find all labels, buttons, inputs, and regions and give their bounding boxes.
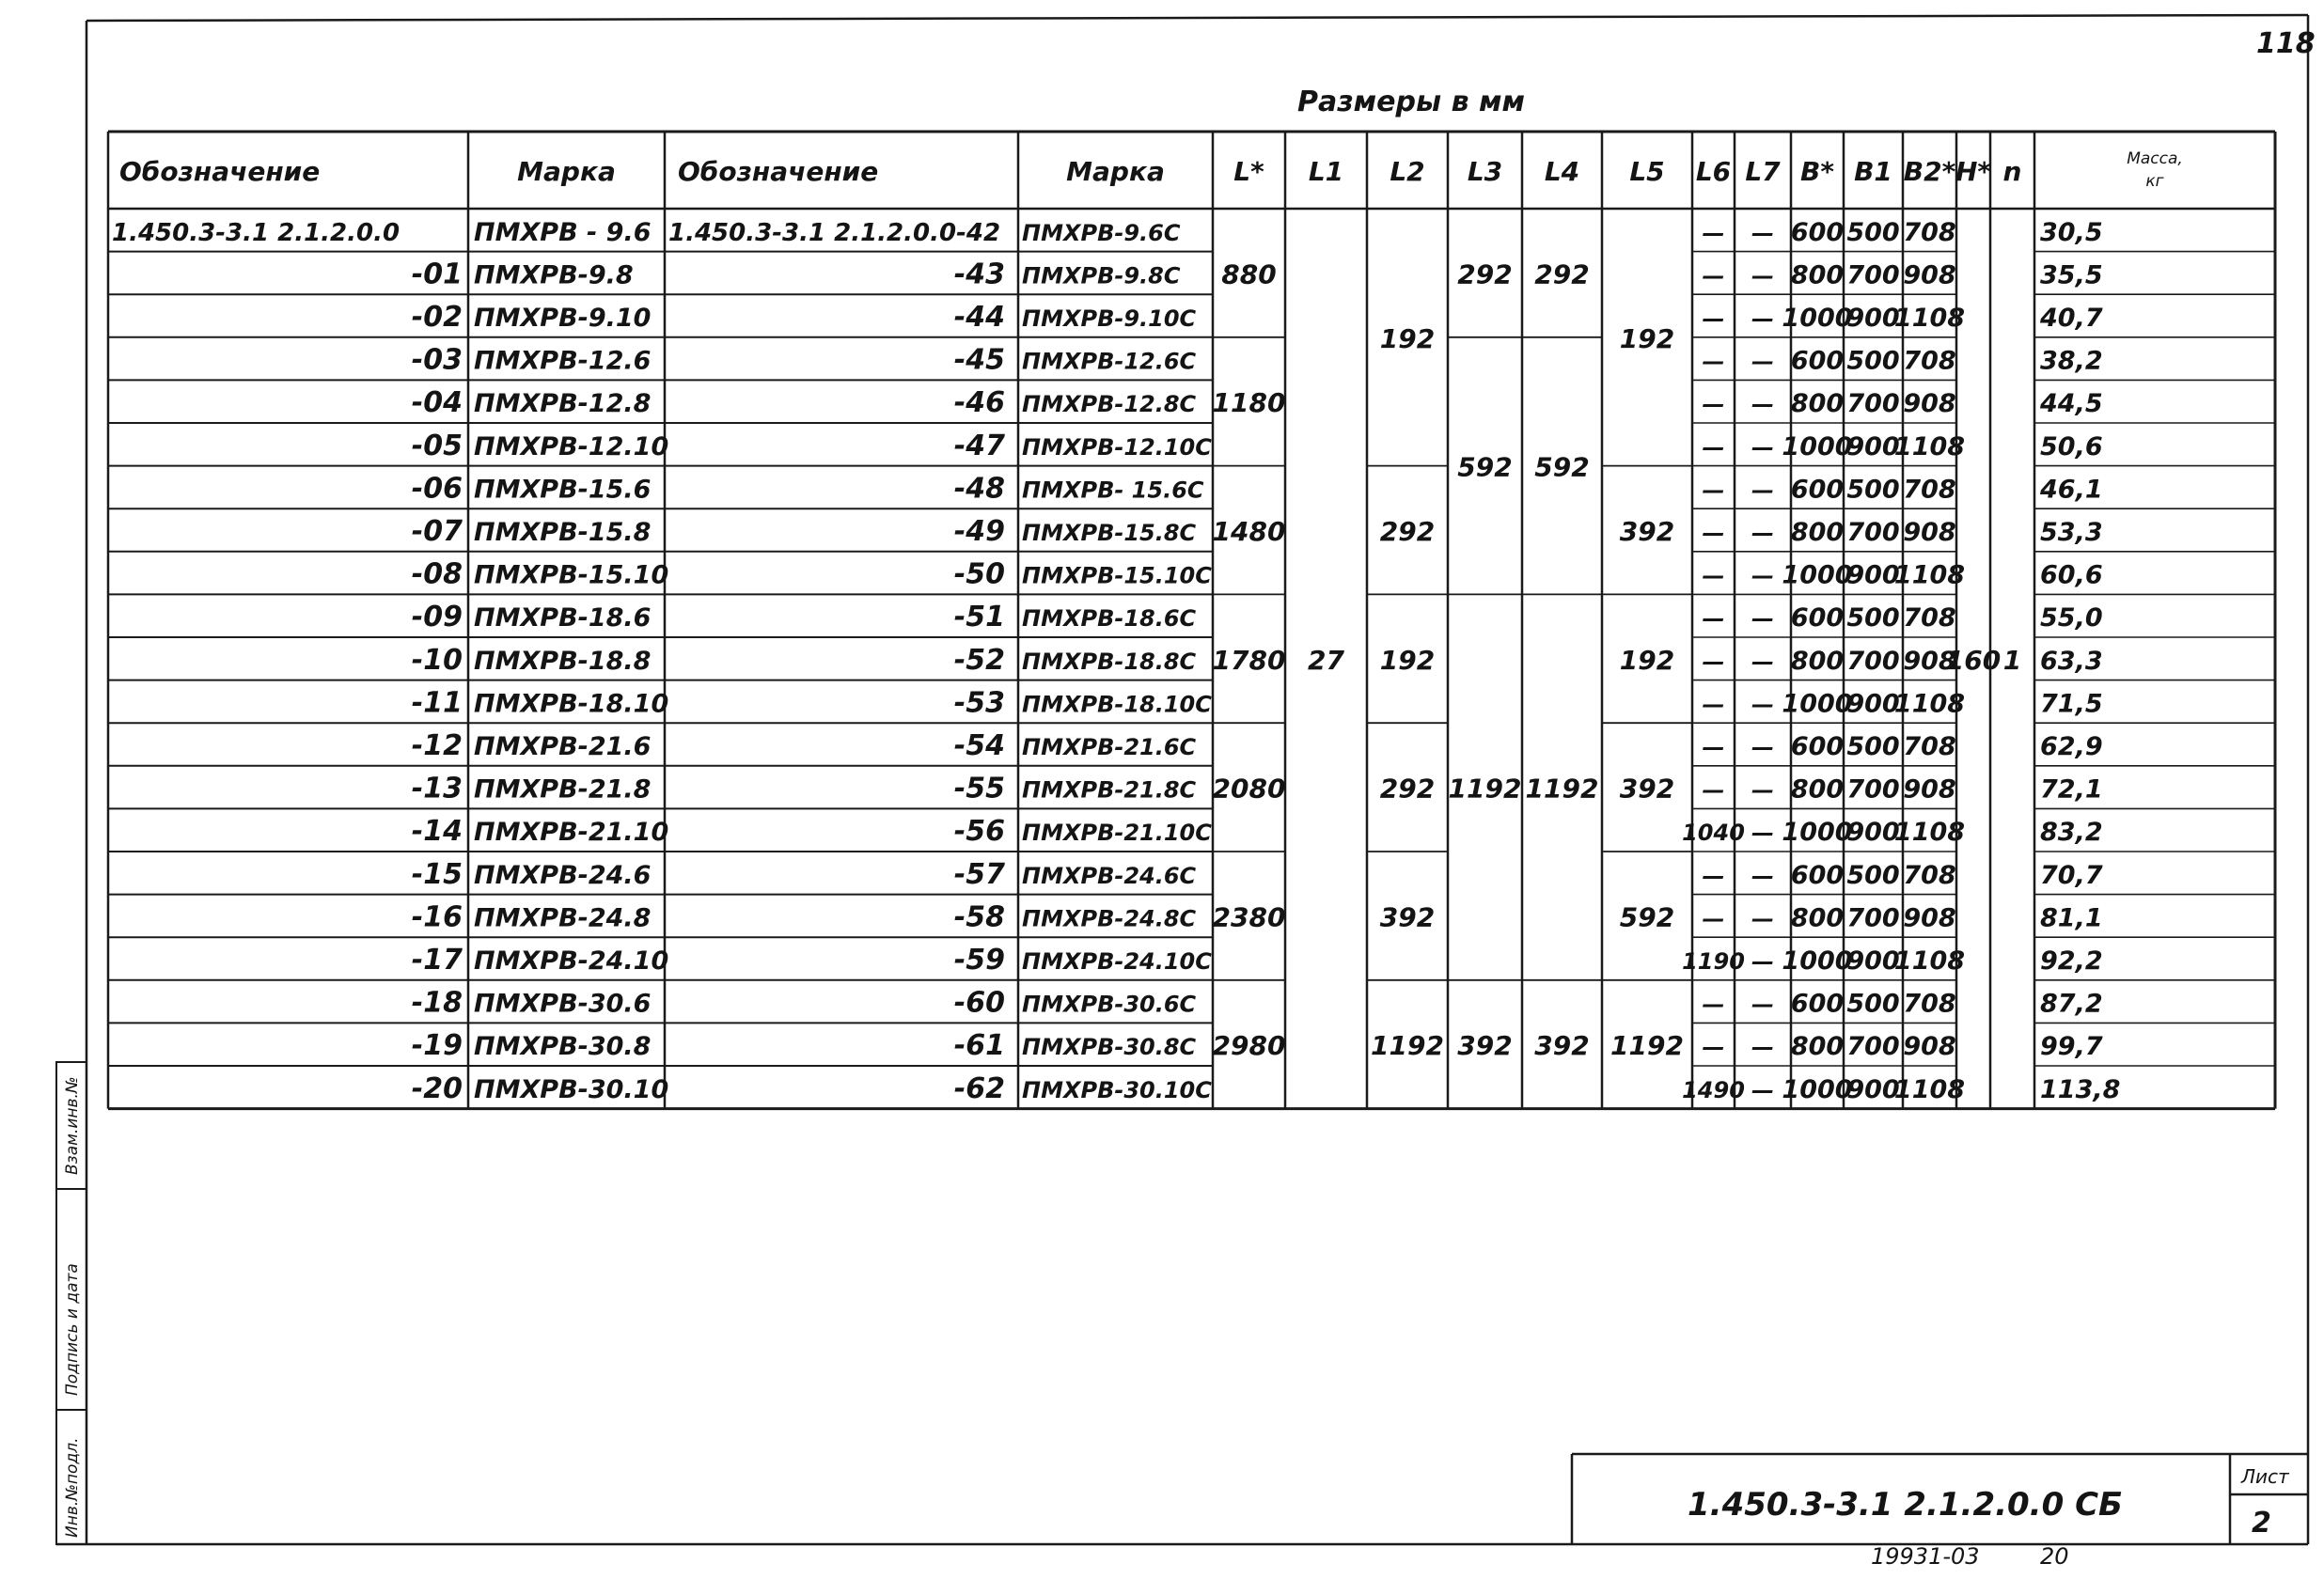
document-code: 1.450.3-3.1 2.1.2.0.0 СБ: [1688, 1486, 2123, 1524]
dimensions-table: [108, 132, 2275, 1109]
cell-b1: 700: [1846, 903, 1900, 933]
header-l7: L7: [1745, 156, 1781, 187]
cell-l7: —: [1751, 862, 1774, 889]
cell-l6: —: [1702, 691, 1725, 718]
cell-designation: -19: [411, 1029, 463, 1063]
cell-mark-2: ПМХРВ-18.6С: [1022, 605, 1197, 633]
cell-designation: -09: [411, 601, 463, 634]
cell-designation-2: -57: [953, 857, 1005, 891]
page-number: 118: [2256, 27, 2316, 60]
cell-b: 800: [1790, 389, 1845, 419]
cell-l2-merged: 192: [1379, 322, 1436, 354]
cell-b2: 1108: [1893, 431, 1966, 461]
cell-mark-2: ПМХРВ-24.8С: [1022, 905, 1197, 932]
cell-designation-2: -49: [953, 515, 1005, 548]
cell-l-merged: 2380: [1212, 901, 1286, 933]
sizes-caption: Размеры в мм: [1297, 86, 1526, 118]
cell-mark: ПМХРВ-9.10: [474, 304, 652, 333]
cell-l6: —: [1702, 605, 1725, 633]
cell-mass: 46,1: [2040, 475, 2103, 505]
cell-mark-2: ПМХРВ- 15.6С: [1022, 477, 1204, 504]
cell-l6: —: [1702, 262, 1725, 289]
cell-designation-2: -50: [953, 557, 1005, 591]
cell-l7: —: [1751, 1034, 1774, 1061]
header-mark-2: Марка: [1066, 156, 1165, 187]
cell-mark: ПМХРВ-30.10: [474, 1074, 669, 1104]
cell-l7: —: [1751, 1076, 1774, 1103]
cell-designation-2: -45: [953, 343, 1005, 377]
cell-b: 800: [1790, 903, 1845, 933]
cell-l2-merged: 292: [1379, 773, 1436, 805]
cell-mark: ПМХРВ-21.10: [474, 818, 669, 848]
header-designation-2: Обозначение: [678, 156, 879, 187]
cell-l7: —: [1751, 691, 1774, 718]
cell-l5-merged: 392: [1619, 773, 1675, 805]
cell-mass: 83,2: [2040, 818, 2103, 848]
cell-mark: ПМХРВ-18.10: [474, 689, 669, 719]
cell-mass: 38,2: [2040, 346, 2103, 376]
cell-designation: -12: [411, 729, 463, 762]
cell-b2: 708: [1903, 989, 1956, 1019]
cell-b: 800: [1790, 774, 1845, 805]
cell-b1: 700: [1846, 518, 1900, 547]
sheet-label: Лист: [2241, 1465, 2289, 1488]
cell-b1: 500: [1846, 217, 1900, 247]
cell-designation-2: -59: [953, 944, 1005, 977]
cell-b1: 900: [1846, 431, 1900, 461]
cell-mark: ПМХРВ - 9.6: [474, 217, 652, 247]
cell-b1: 700: [1846, 646, 1900, 676]
cell-l5-merged: 192: [1619, 322, 1675, 354]
cell-mark: ПМХРВ-15.6: [474, 475, 652, 505]
cell-b2: 708: [1903, 603, 1956, 633]
cell-b2: 908: [1903, 1032, 1956, 1062]
cell-l6: —: [1702, 433, 1725, 461]
cell-l7: —: [1751, 520, 1774, 546]
cell-b1: 500: [1846, 989, 1900, 1019]
cell-b1: 700: [1846, 389, 1900, 419]
cell-l7: —: [1751, 433, 1774, 461]
header-b1: B1: [1854, 156, 1892, 187]
cell-l7: —: [1751, 734, 1774, 760]
cell-mass: 113,8: [2040, 1074, 2121, 1104]
cell-l6: —: [1702, 905, 1725, 932]
cell-designation-2: -47: [953, 429, 1005, 462]
cell-designation-2: -43: [953, 258, 1005, 291]
cell-mass: 99,7: [2040, 1032, 2103, 1062]
header-mass-unit: кг: [2145, 172, 2164, 191]
cell-l7: —: [1751, 305, 1774, 332]
cell-l7: —: [1751, 820, 1774, 847]
cell-b2: 708: [1903, 217, 1956, 247]
cell-l5-merged: 592: [1619, 901, 1675, 933]
cell-b2: 1108: [1893, 818, 1966, 848]
cell-b2: 1108: [1893, 689, 1966, 719]
cell-mark-2: ПМХРВ-9.8С: [1022, 262, 1181, 289]
cell-l4-merged: 392: [1534, 1030, 1590, 1062]
cell-mass: 70,7: [2040, 860, 2103, 890]
cell-mark-2: ПМХРВ-9.10С: [1022, 305, 1197, 332]
cell-l5-merged: 1192: [1610, 1030, 1684, 1062]
cell-designation-2: -61: [953, 1029, 1005, 1063]
cell-l6: —: [1702, 305, 1725, 332]
cell-designation: -07: [411, 515, 463, 548]
cell-designation: -13: [411, 772, 463, 805]
cell-mark: ПМХРВ-12.8: [474, 389, 652, 419]
cell-mass: 72,1: [2040, 774, 2103, 805]
cell-l6: —: [1702, 520, 1725, 546]
cell-l6: —: [1702, 991, 1725, 1018]
cell-b2: 908: [1903, 774, 1956, 805]
cell-designation: -03: [411, 343, 463, 377]
cell-mark-2: ПМХРВ-12.6С: [1022, 348, 1197, 375]
cell-designation-2: -58: [953, 900, 1005, 934]
cell-designation: 1.450.3-3.1 2.1.2.0.0: [112, 218, 400, 247]
cell-designation: -18: [411, 986, 463, 1020]
cell-designation: -06: [411, 472, 463, 506]
cell-mark: ПМХРВ-18.8: [474, 646, 652, 676]
cell-mass: 92,2: [2040, 946, 2103, 976]
cell-l6: —: [1702, 734, 1725, 760]
cell-mark-2: ПМХРВ-9.6С: [1022, 219, 1181, 246]
cell-l7: —: [1751, 477, 1774, 504]
header-l5: L5: [1629, 156, 1665, 187]
cell-b1: 900: [1846, 818, 1900, 848]
cell-mass: 30,5: [2040, 217, 2103, 247]
cell-b1: 900: [1846, 946, 1900, 976]
cell-mark: ПМХРВ-9.8: [474, 260, 634, 290]
cell-mass: 40,7: [2040, 304, 2103, 333]
archive-number: 19931-03: [1871, 1543, 1980, 1570]
cell-designation: -01: [411, 258, 463, 291]
cell-designation-2: -53: [953, 686, 1005, 720]
header-l3: L3: [1467, 156, 1503, 187]
cell-mark-2: ПМХРВ-30.8С: [1022, 1034, 1197, 1061]
cell-h-merged: 160: [1945, 644, 2002, 676]
cell-l5-merged: 192: [1619, 644, 1675, 676]
cell-b1: 900: [1846, 1074, 1900, 1104]
cell-l6: —: [1702, 776, 1725, 804]
cell-b: 600: [1790, 860, 1845, 890]
cell-l7: —: [1751, 905, 1774, 932]
cell-l4-merged: 1192: [1525, 773, 1599, 805]
cell-l3-merged: 292: [1457, 258, 1513, 290]
cell-b: 800: [1790, 518, 1845, 547]
cell-b: 1000: [1782, 818, 1853, 848]
cell-designation: -02: [411, 301, 463, 334]
cell-l6: —: [1702, 1034, 1725, 1061]
cell-designation: -10: [411, 643, 463, 677]
cell-b: 600: [1790, 732, 1845, 761]
cell-b2: 708: [1903, 860, 1956, 890]
cell-mark: ПМХРВ-12.10: [474, 431, 669, 461]
cell-mark-2: ПМХРВ-21.8С: [1022, 776, 1197, 804]
cell-l7: —: [1751, 948, 1774, 975]
cell-b2: 1108: [1893, 304, 1966, 333]
cell-mark-2: ПМХРВ-12.10С: [1022, 433, 1212, 461]
cell-b1: 900: [1846, 560, 1900, 590]
cell-b: 600: [1790, 475, 1845, 505]
cell-mark-2: ПМХРВ-15.10С: [1022, 562, 1212, 589]
cell-mark: ПМХРВ-21.8: [474, 774, 652, 805]
cell-mark-2: ПМХРВ-18.8С: [1022, 648, 1197, 675]
cell-l4-merged: 592: [1534, 451, 1590, 483]
cell-mass: 87,2: [2040, 989, 2103, 1019]
cell-l7: —: [1751, 776, 1774, 804]
cell-b1: 500: [1846, 860, 1900, 890]
cell-l-merged: 880: [1221, 258, 1277, 290]
cell-l3-merged: 1192: [1448, 773, 1522, 805]
cell-mass: 62,9: [2040, 732, 2103, 761]
archive-page: 20: [2040, 1543, 2069, 1570]
cell-designation: -16: [411, 900, 463, 934]
cell-b1: 900: [1846, 689, 1900, 719]
cell-mark: ПМХРВ-18.6: [474, 603, 652, 633]
cell-designation-2: -52: [953, 643, 1005, 677]
cell-b: 600: [1790, 989, 1845, 1019]
cell-designation-2: -55: [953, 772, 1005, 805]
cell-b1: 500: [1846, 732, 1900, 761]
cell-l3-merged: 592: [1457, 451, 1513, 483]
cell-designation: -11: [411, 686, 463, 720]
cell-b2: 708: [1903, 732, 1956, 761]
cell-designation-2: -46: [953, 386, 1005, 420]
cell-l4-merged: 292: [1534, 258, 1590, 290]
header-h: H*: [1955, 156, 1992, 187]
cell-b: 800: [1790, 646, 1845, 676]
cell-l-merged: 1480: [1212, 516, 1286, 547]
header-b: B*: [1800, 156, 1834, 187]
cell-mass: 53,3: [2040, 518, 2103, 547]
cell-l2-merged: 1192: [1371, 1030, 1444, 1062]
cell-designation: -17: [411, 944, 463, 977]
cell-b2: 908: [1903, 260, 1956, 290]
cell-b: 600: [1790, 217, 1845, 247]
cell-l3-merged: 392: [1457, 1030, 1513, 1062]
cell-mass: 44,5: [2040, 389, 2103, 419]
cell-designation-2: -56: [953, 815, 1005, 849]
cell-mark-2: ПМХРВ-21.6С: [1022, 734, 1197, 760]
cell-l-merged: 1780: [1212, 644, 1286, 676]
cell-l6: 1190: [1682, 948, 1745, 975]
header-n: n: [2002, 156, 2022, 187]
cell-mass: 55,0: [2040, 603, 2103, 633]
cell-mark: ПМХРВ-12.6: [474, 346, 652, 376]
cell-b1: 700: [1846, 774, 1900, 805]
cell-l5-merged: 392: [1619, 516, 1675, 547]
cell-mark: ПМХРВ-24.6: [474, 860, 652, 890]
cell-l6: —: [1702, 219, 1725, 246]
cell-l2-merged: 192: [1379, 644, 1436, 676]
cell-mark-2: ПМХРВ-24.6С: [1022, 862, 1197, 889]
cell-b2: 708: [1903, 475, 1956, 505]
cell-l7: —: [1751, 348, 1774, 375]
cell-designation-2: -44: [953, 301, 1005, 334]
cell-mass: 81,1: [2040, 903, 2103, 933]
cell-b1: 500: [1846, 346, 1900, 376]
cell-mark: ПМХРВ-30.6: [474, 989, 652, 1019]
cell-l6: 1490: [1682, 1076, 1745, 1103]
cell-l7: —: [1751, 262, 1774, 289]
cell-b2: 908: [1903, 518, 1956, 547]
cell-l7: —: [1751, 648, 1774, 675]
cell-b1: 500: [1846, 475, 1900, 505]
cell-l-merged: 2980: [1212, 1030, 1286, 1062]
cell-mark-2: ПМХРВ-18.10С: [1022, 691, 1212, 718]
side-stamp-replace-inv: Взам.инв.№: [63, 1076, 82, 1175]
cell-mark-2: ПМХРВ-30.6С: [1022, 991, 1197, 1018]
cell-l6: —: [1702, 862, 1725, 889]
cell-b: 800: [1790, 1032, 1845, 1062]
cell-b: 800: [1790, 260, 1845, 290]
cell-b: 600: [1790, 603, 1845, 633]
cell-b2: 908: [1903, 389, 1956, 419]
cell-mass: 63,3: [2040, 646, 2103, 676]
cell-l2-merged: 392: [1379, 901, 1436, 933]
cell-b: 600: [1790, 346, 1845, 376]
cell-designation-2: -60: [953, 986, 1005, 1020]
cell-l6: —: [1702, 562, 1725, 589]
cell-designation-2: -48: [953, 472, 1005, 506]
cell-mark: ПМХРВ-24.8: [474, 903, 652, 933]
cell-l7: —: [1751, 605, 1774, 633]
cell-b2: 708: [1903, 346, 1956, 376]
cell-b2: 908: [1903, 903, 1956, 933]
cell-b2: 908: [1903, 646, 1956, 676]
cell-b1: 700: [1846, 260, 1900, 290]
cell-mark: ПМХРВ-15.8: [474, 518, 652, 547]
cell-designation: -08: [411, 557, 463, 591]
cell-l6: —: [1702, 477, 1725, 504]
side-stamp-inv-original: Инв.№подл.: [63, 1437, 82, 1538]
cell-b: 1000: [1782, 560, 1853, 590]
cell-b2: 1108: [1893, 1074, 1966, 1104]
cell-mark-2: ПМХРВ-21.10С: [1022, 820, 1212, 847]
header-l: L*: [1233, 156, 1264, 187]
cell-mark-2: ПМХРВ-15.8С: [1022, 520, 1197, 546]
sheet-number: 2: [2252, 1507, 2271, 1540]
cell-mark-2: ПМХРВ-12.8С: [1022, 391, 1197, 418]
cell-b: 1000: [1782, 431, 1853, 461]
cell-designation-2: -54: [953, 729, 1005, 762]
cell-mark-2: ПМХРВ-30.10С: [1022, 1076, 1212, 1103]
cell-designation-2: -51: [953, 601, 1005, 634]
header-l4: L4: [1544, 156, 1580, 187]
cell-b: 1000: [1782, 1074, 1853, 1104]
cell-designation-2: -62: [953, 1071, 1005, 1105]
cell-b: 1000: [1782, 689, 1853, 719]
cell-designation: -20: [411, 1071, 463, 1105]
cell-designation: -15: [411, 857, 463, 891]
cell-l-merged: 1180: [1212, 387, 1286, 419]
cell-l6: 1040: [1682, 820, 1745, 847]
cell-mass: 71,5: [2040, 689, 2103, 719]
cell-l7: —: [1751, 219, 1774, 246]
cell-l6: —: [1702, 348, 1725, 375]
cell-designation: -04: [411, 386, 463, 420]
cell-l1-merged: 27: [1308, 644, 1344, 676]
header-designation: Обозначение: [119, 156, 321, 187]
header-l1: L1: [1308, 156, 1344, 187]
header-mark: Марка: [517, 156, 616, 187]
cell-b2: 1108: [1893, 946, 1966, 976]
cell-b: 1000: [1782, 304, 1853, 333]
cell-b2: 1108: [1893, 560, 1966, 590]
header-b2: B2*: [1903, 156, 1956, 187]
cell-b1: 700: [1846, 1032, 1900, 1062]
cell-mass: 60,6: [2040, 560, 2103, 590]
cell-l7: —: [1751, 991, 1774, 1018]
cell-mark: ПМХРВ-21.6: [474, 732, 652, 761]
side-stamp-signature-date: Подпись и дата: [63, 1263, 82, 1396]
cell-mass: 50,6: [2040, 431, 2103, 461]
cell-mark: ПМХРВ-15.10: [474, 560, 669, 590]
cell-designation: -05: [411, 429, 463, 462]
cell-designation: -14: [411, 815, 463, 849]
header-l6: L6: [1695, 156, 1732, 187]
cell-l7: —: [1751, 391, 1774, 418]
cell-b1: 500: [1846, 603, 1900, 633]
header-l2: L2: [1390, 156, 1425, 187]
header-mass: Масса,: [2127, 149, 2183, 168]
cell-l-merged: 2080: [1212, 773, 1286, 805]
cell-b1: 900: [1846, 304, 1900, 333]
cell-mark: ПМХРВ-30.8: [474, 1032, 652, 1062]
cell-n-merged: 1: [2002, 644, 2022, 676]
cell-l2-merged: 292: [1379, 516, 1436, 547]
cell-mark: ПМХРВ-24.10: [474, 946, 669, 976]
cell-mass: 35,5: [2040, 260, 2103, 290]
cell-l7: —: [1751, 562, 1774, 589]
cell-l6: —: [1702, 648, 1725, 675]
cell-designation-2: 1.450.3-3.1 2.1.2.0.0-42: [668, 218, 1001, 247]
cell-b: 1000: [1782, 946, 1853, 976]
cell-l6: —: [1702, 391, 1725, 418]
cell-mark-2: ПМХРВ-24.10С: [1022, 948, 1212, 975]
